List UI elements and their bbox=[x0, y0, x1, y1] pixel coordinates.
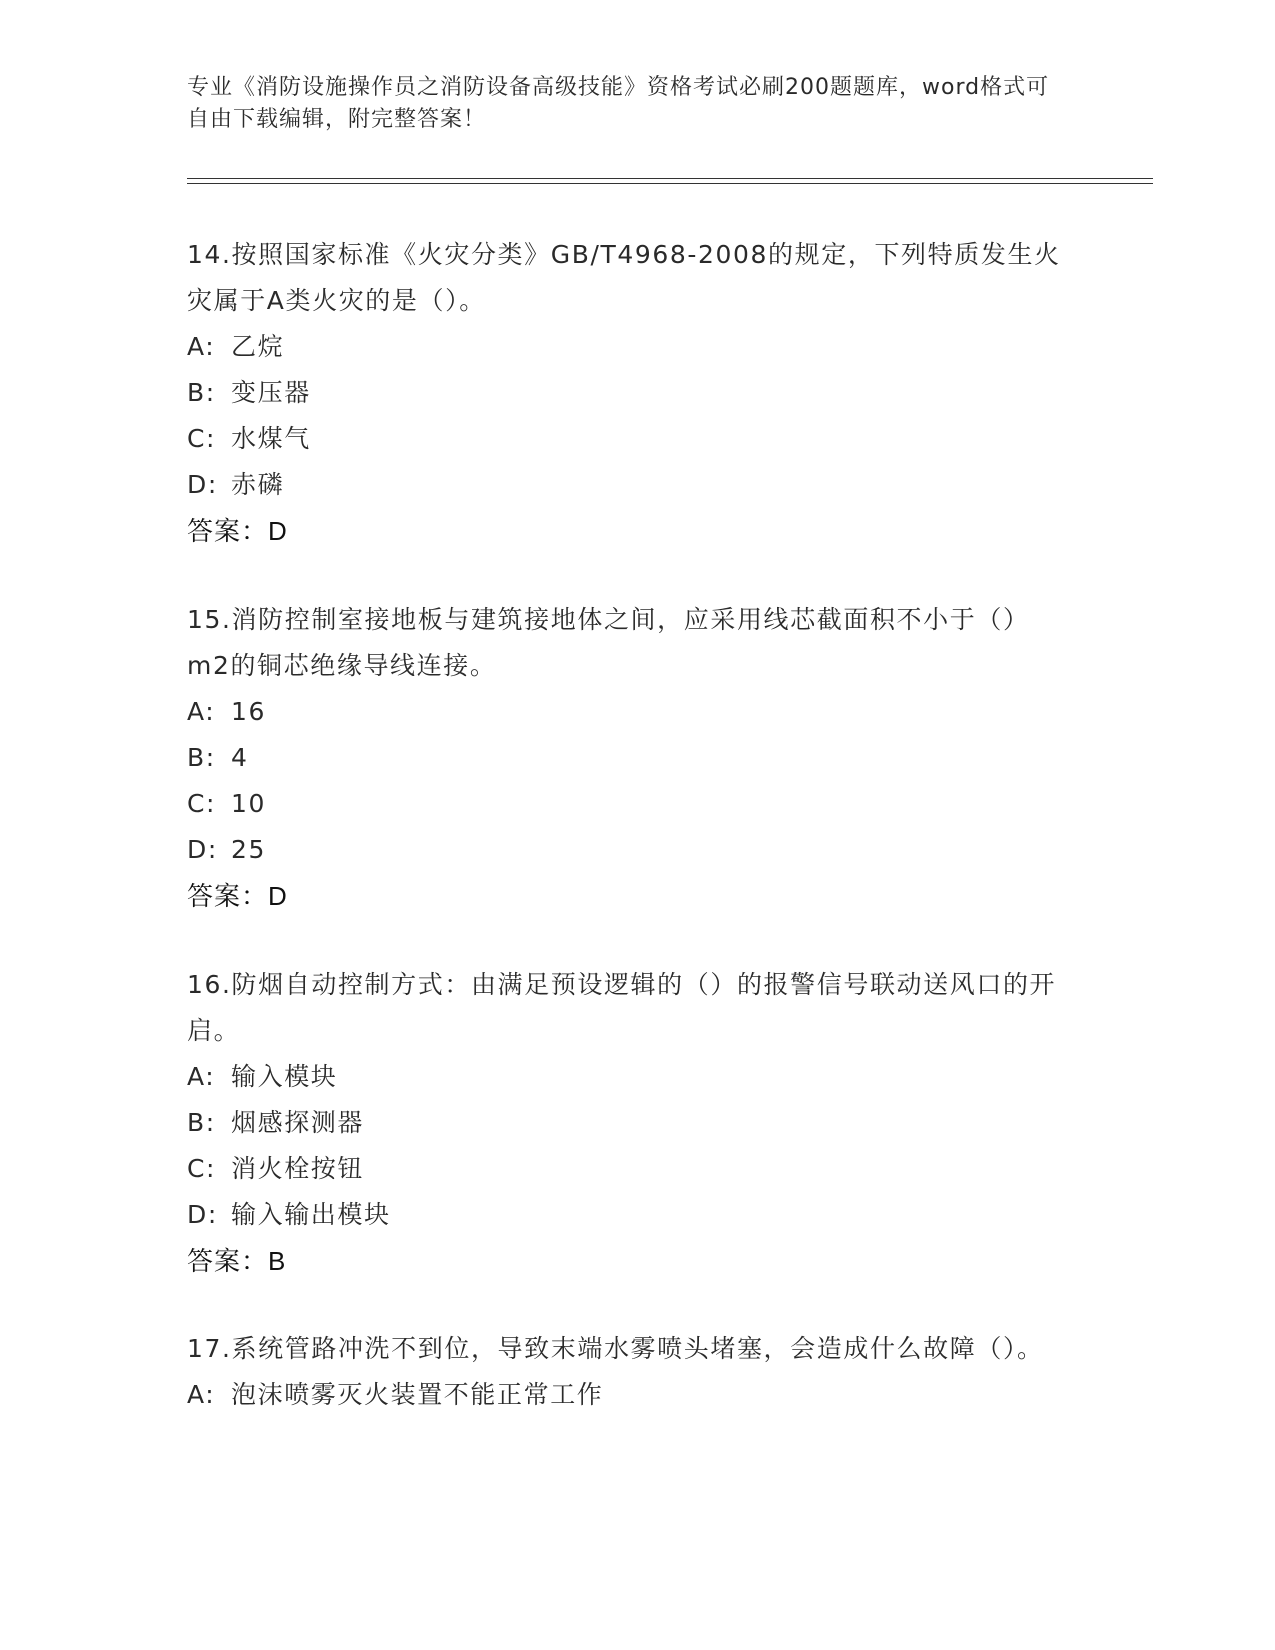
option-c bbox=[187, 1146, 1067, 1192]
option-b bbox=[187, 1100, 1067, 1146]
option-letter: C: bbox=[187, 424, 217, 453]
option-b bbox=[187, 370, 1067, 416]
question-text: 15.消防控制室接地板与建筑接地体之间，应采用线芯截面积不小于（）m2的铜芯绝缘导线连接。 bbox=[187, 605, 1030, 680]
option-letter: D: bbox=[187, 1200, 218, 1229]
header-divider-top bbox=[187, 178, 1153, 179]
document-intro: 专业《消防设施操作员之消防设备高级技能》资格考试必刷200题题库，word格式可自由下载编辑，附完整答案！ bbox=[187, 75, 1050, 132]
option-letter: B: bbox=[187, 743, 216, 772]
option-text: 水煤气 bbox=[231, 424, 311, 453]
option-text: 乙烷 bbox=[231, 332, 285, 361]
option-a bbox=[187, 1054, 1067, 1100]
option-d bbox=[187, 1192, 1067, 1238]
option-letter: A: bbox=[187, 697, 216, 726]
option-letter: D: bbox=[187, 470, 218, 499]
option-d bbox=[187, 462, 1067, 508]
option-d bbox=[187, 827, 1067, 873]
question-14 bbox=[187, 232, 1067, 554]
option-b bbox=[187, 735, 1067, 781]
option-text: 输入输出模块 bbox=[231, 1200, 391, 1229]
question-text: 14.按照国家标准《火灾分类》GB/T4968-2008的规定，下列特质发生火灾属于A类火灾的是（）。 bbox=[187, 240, 1061, 315]
option-letter: D: bbox=[187, 835, 218, 864]
option-text: 4 bbox=[231, 743, 249, 772]
option-letter: B: bbox=[187, 1108, 216, 1137]
option-a bbox=[187, 689, 1067, 735]
question-text: 17.系统管路冲洗不到位，导致末端水雾喷头堵塞，会造成什么故障（）。 bbox=[187, 1334, 1044, 1363]
option-c bbox=[187, 781, 1067, 827]
option-a bbox=[187, 324, 1067, 370]
answer-line: 答案：D bbox=[187, 881, 288, 911]
option-text: 烟感探测器 bbox=[231, 1108, 365, 1137]
option-letter: B: bbox=[187, 378, 216, 407]
option-letter: A: bbox=[187, 1062, 216, 1091]
answer-line: 答案：D bbox=[187, 516, 288, 546]
option-text: 10 bbox=[231, 789, 267, 818]
question-17 bbox=[187, 1326, 1067, 1418]
question-16 bbox=[187, 962, 1067, 1284]
option-letter: A: bbox=[187, 332, 216, 361]
option-text: 25 bbox=[231, 835, 267, 864]
header-divider-bottom bbox=[187, 183, 1153, 184]
question-text: 16.防烟自动控制方式：由满足预设逻辑的（）的报警信号联动送风口的开启。 bbox=[187, 970, 1057, 1045]
option-text: 16 bbox=[231, 697, 267, 726]
option-text: 赤磷 bbox=[231, 470, 285, 499]
option-letter: C: bbox=[187, 789, 217, 818]
option-letter: A: bbox=[187, 1380, 216, 1409]
option-text: 变压器 bbox=[231, 378, 311, 407]
answer-line: 答案：B bbox=[187, 1246, 287, 1276]
option-text: 泡沫喷雾灭火装置不能正常工作 bbox=[231, 1380, 604, 1409]
option-a bbox=[187, 1372, 1067, 1418]
option-letter: C: bbox=[187, 1154, 217, 1183]
option-text: 消火栓按钮 bbox=[231, 1154, 365, 1183]
option-c bbox=[187, 416, 1067, 462]
option-text: 输入模块 bbox=[231, 1062, 338, 1091]
question-15 bbox=[187, 597, 1067, 919]
